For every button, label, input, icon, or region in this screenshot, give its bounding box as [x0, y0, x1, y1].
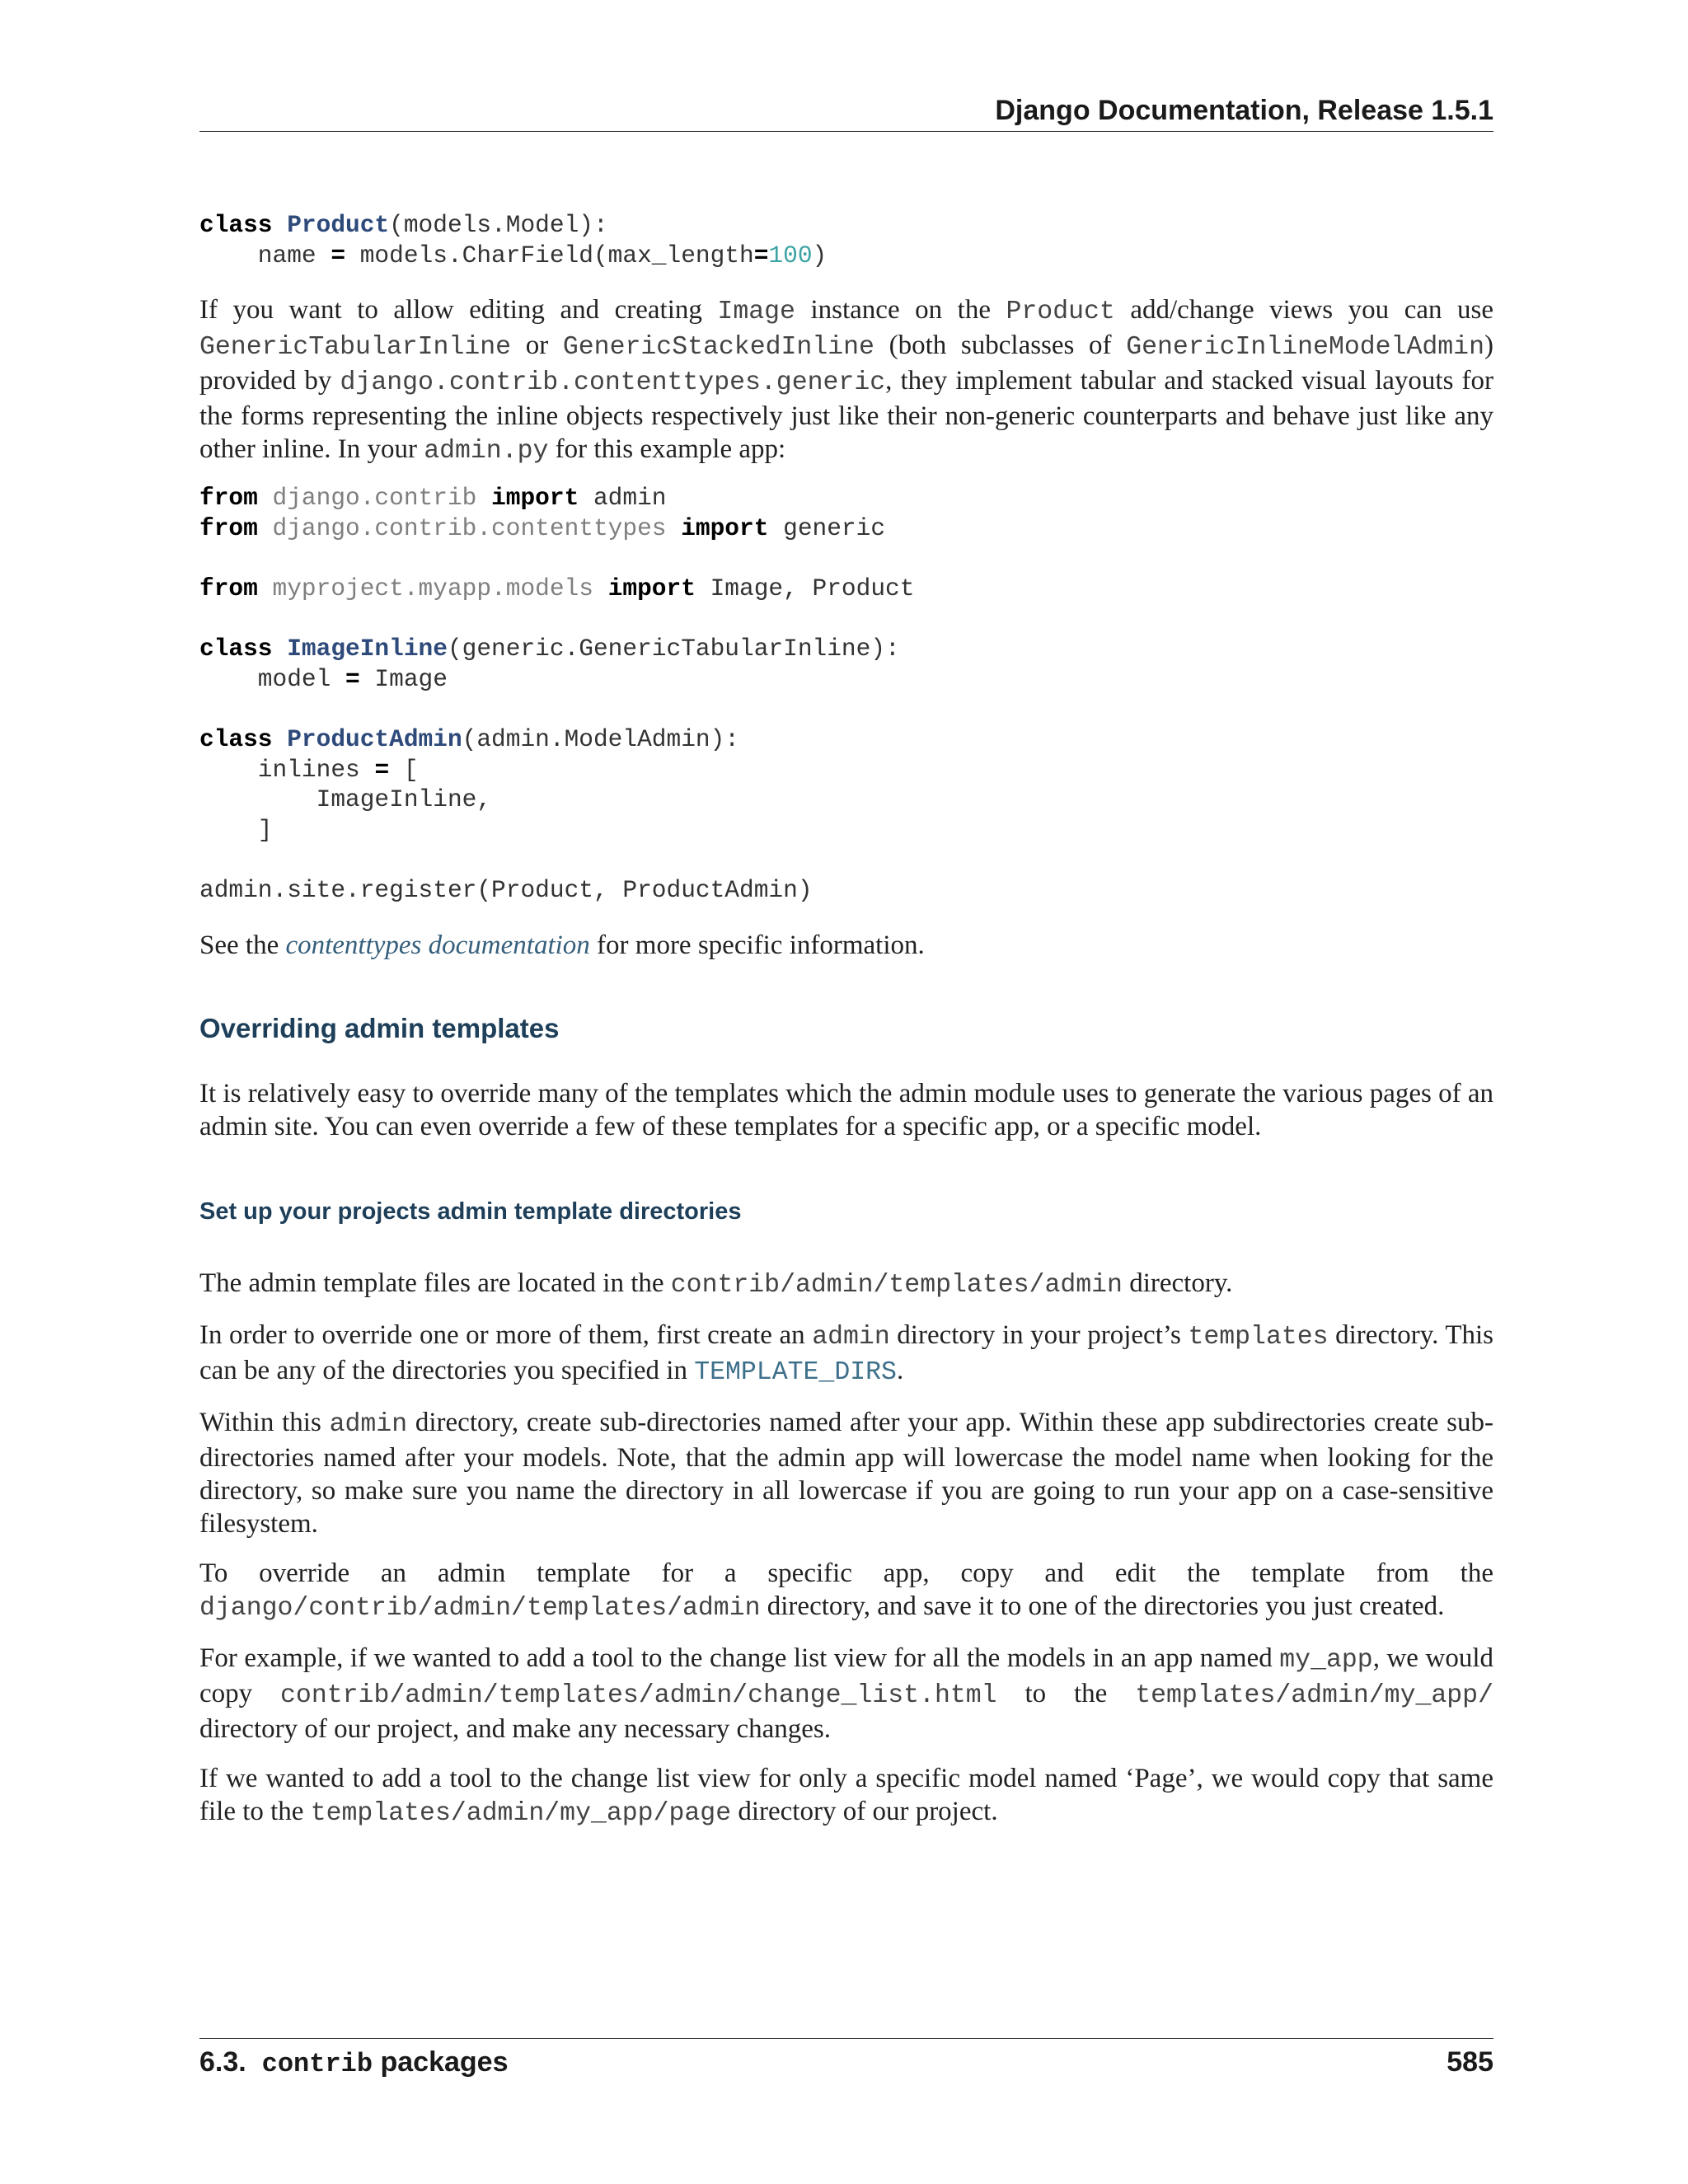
code-module: django.contrib.contenttypes — [272, 513, 667, 542]
code-class-name: ImageInline — [287, 635, 448, 663]
template-dirs-setting-link[interactable]: TEMPLATE_DIRS — [694, 1357, 897, 1387]
text-run: To override an admin template for a specific app, copy and edit the template from the — [199, 1558, 1493, 1588]
code-text: Image, Product — [710, 574, 915, 602]
paragraph-template-location — [199, 1267, 1493, 1302]
code-number: 100 — [768, 241, 813, 269]
text-run: directory, and save it to one of the directories you just created. — [760, 1591, 1445, 1621]
code-text: ] — [199, 815, 273, 844]
paragraph-override-app-template — [199, 1557, 1493, 1625]
footer-section-code: contrib — [261, 2049, 373, 2079]
code-text: [ — [389, 755, 419, 784]
code-text: model — [199, 664, 346, 693]
text-run: Within this — [199, 1407, 330, 1437]
code-block-product-model — [199, 210, 1493, 270]
inline-code: templates — [1188, 1322, 1329, 1352]
code-text: admin.site.register(Product, ProductAdmin) — [199, 875, 813, 904]
code-keyword: import — [681, 513, 769, 542]
code-block-admin-py — [199, 483, 1493, 905]
paragraph-see-also — [199, 929, 1493, 962]
running-footer — [199, 2044, 1493, 2083]
inline-code: Image — [717, 298, 795, 327]
code-text: inlines — [199, 755, 375, 784]
code-text: admin — [593, 484, 667, 513]
text-run: If we wanted to add a tool to the change list view for only a specific model named ‘Page’, we would copy that same file to the — [199, 1763, 1493, 1826]
text-run: to the — [996, 1678, 1136, 1708]
code-module: myproject.myapp.models — [272, 574, 593, 602]
document-page — [199, 0, 1493, 2184]
code-class-name: Product — [287, 211, 390, 239]
code-text: name — [199, 241, 331, 269]
inline-code: django/contrib/admin/templates/admin — [199, 1593, 761, 1623]
page-number: 585 — [1447, 2046, 1493, 2078]
code-text: (generic.GenericTabularInline): — [447, 635, 900, 663]
code-text: ImageInline, — [199, 785, 492, 814]
inline-code: contrib/admin/templates/admin/change_list.html — [280, 1680, 997, 1710]
text-run: or — [511, 330, 563, 361]
code-operator: = — [753, 241, 769, 269]
inline-code: Product — [1006, 298, 1115, 327]
code-text: (models.Model): — [389, 211, 608, 239]
code-keyword: from — [199, 484, 258, 513]
paragraph-generic-inlines — [199, 293, 1493, 468]
text-run: directory of our project. — [731, 1796, 998, 1826]
text-run: ) provided by — [199, 330, 1493, 396]
inline-code: admin — [812, 1322, 890, 1352]
code-keyword: class — [199, 635, 273, 663]
inline-code: django.contrib.contenttypes.generic — [340, 368, 886, 398]
code-keyword: import — [607, 574, 696, 602]
inline-code: templates/admin/my_app/ — [1135, 1680, 1493, 1710]
inline-code: GenericTabularInline — [199, 333, 512, 363]
footer-section-number: 6.3. — [199, 2046, 246, 2078]
inline-code: my_app — [1279, 1645, 1373, 1675]
text-run: directory in your project’s — [889, 1319, 1189, 1350]
paragraph-example-model — [199, 1762, 1493, 1830]
paragraph-create-admin-dir — [199, 1319, 1493, 1390]
code-keyword: from — [199, 574, 258, 602]
contenttypes-documentation-link[interactable]: contenttypes documentation — [285, 930, 590, 960]
code-text: (admin.ModelAdmin): — [462, 724, 740, 753]
text-run: See the — [199, 930, 286, 960]
text-run: If you want to allow editing and creating — [199, 295, 718, 326]
text-run: The admin template files are located in the — [199, 1268, 671, 1298]
inline-code: GenericInlineModelAdmin — [1126, 333, 1484, 363]
footer-section-text: packages — [380, 2046, 509, 2078]
text-run: directory. This can be any of the directories you specified in — [199, 1319, 1493, 1385]
text-run: directory of our project, and make any necessary changes. — [199, 1713, 832, 1744]
footer-section — [199, 2044, 509, 2083]
code-keyword: import — [491, 484, 579, 513]
code-keyword: from — [199, 513, 258, 542]
text-run: , they implement tabular and stacked visual layouts for the forms representing the inline objects respectively just like their non-generic counterparts and behave just like any other inline. In your — [199, 366, 1493, 465]
code-operator: = — [345, 664, 360, 693]
text-run: directory, create sub-directories named after your app. Within these app subdirectories create sub-directories named after your models. Note, that the admin app will lowercase the model name when looking for the directory, so make sure you name the directory in all lowercase if you are going to run your app on a case-sensitive filesystem. — [199, 1407, 1493, 1539]
header-rule — [199, 131, 1493, 132]
section-heading: Overriding admin templates — [199, 1012, 560, 1043]
page-content — [199, 210, 1493, 1830]
text-run: for more specific information. — [589, 930, 925, 960]
paragraph-overriding-intro: It is relatively easy to override many of the templates which the admin module uses to generate the various pages of an admin site. You can even override a few of these templates for a specific app, or a specific model. — [199, 1078, 1493, 1141]
paragraph-example-app — [199, 1642, 1493, 1746]
inline-code: GenericStackedInline — [562, 333, 874, 363]
text-run: directory. — [1122, 1268, 1233, 1298]
text-run: add/change views you can use — [1114, 295, 1494, 326]
inline-code: admin — [329, 1409, 408, 1439]
text-run: . — [896, 1355, 904, 1385]
text-run: (both subclasses of — [874, 330, 1127, 361]
running-header: Django Documentation, Release 1.5.1 — [995, 95, 1493, 126]
text-run: In order to override one or more of them, first create an — [199, 1319, 813, 1350]
code-class-name: ProductAdmin — [287, 724, 462, 753]
code-text: models.CharField(max_length — [345, 241, 754, 269]
paragraph-subdirectories — [199, 1406, 1493, 1540]
inline-code: templates/admin/my_app/page — [310, 1798, 732, 1828]
footer-rule — [199, 2038, 1493, 2039]
code-keyword: class — [199, 724, 273, 753]
code-text: Image — [359, 664, 448, 693]
code-text: ) — [812, 241, 828, 269]
inline-code: admin.py — [424, 437, 549, 466]
inline-code: contrib/admin/templates/admin — [670, 1270, 1123, 1300]
text-run: For example, if we wanted to add a tool to the change list view for all the models in an app named — [199, 1643, 1280, 1673]
code-module: django.contrib — [272, 484, 477, 513]
code-operator: = — [331, 241, 346, 269]
text-run: instance on the — [795, 295, 1006, 326]
code-operator: = — [374, 755, 390, 784]
code-keyword: class — [199, 211, 273, 239]
text-run: for this example app: — [548, 434, 786, 465]
subsection-heading: Set up your projects admin template directories — [199, 1197, 742, 1225]
code-text: generic — [783, 513, 886, 542]
text-run: , we would copy — [199, 1643, 1493, 1708]
